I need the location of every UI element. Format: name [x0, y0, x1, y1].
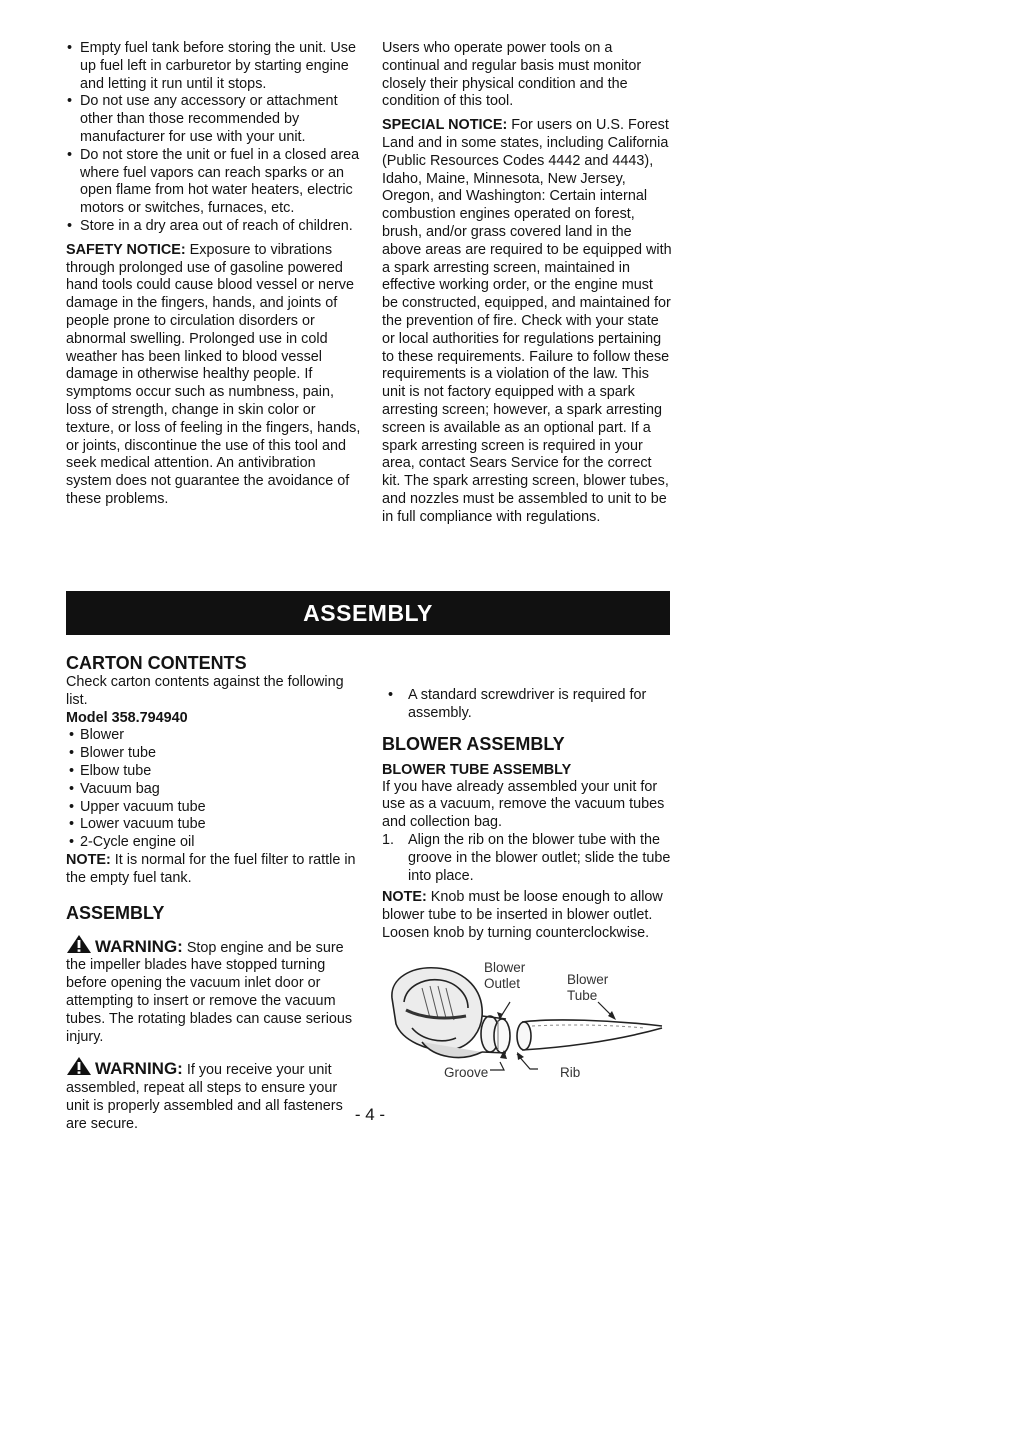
list-item: 1. Align the rib on the blower tube with the groove in the blower outlet; slide the tube into place. — [382, 831, 671, 884]
vacuum-removal-paragraph: If you have already assembled your unit for use as a vacuum, remove the vacuum tubes and collection bag. — [382, 778, 665, 831]
blower-tube-label: Blower Tube — [567, 972, 609, 1003]
list-item: • Store in a dry area out of reach of children. — [67, 217, 353, 234]
list-item: • Lower vacuum tube — [69, 816, 206, 833]
warning-triangle-icon — [66, 934, 92, 954]
list-item: • A standard screwdriver is required for assembly. — [388, 687, 647, 721]
list-item: • Do not use any accessory or attachment other than those recommended by manufacturer for use with your unit. — [67, 93, 338, 145]
warning-triangle-icon — [66, 1056, 92, 1076]
condition-paragraph: Users who operate power tools on a continual and regular basis must monitor closely their physical condition and the condition of this tool. — [382, 40, 642, 110]
assembly-banner: ASSEMBLY — [66, 591, 670, 635]
blower-outlet-label: Blower Outlet — [484, 960, 526, 991]
carton-intro: Check carton contents against the following list. — [66, 674, 344, 708]
blower-assembly-column — [382, 652, 672, 943]
model-number: Model 358.794940 — [66, 709, 188, 726]
carton-item-list — [66, 727, 362, 852]
list-item: • Vacuum bag — [69, 780, 160, 797]
list-item: • Empty fuel tank before storing the unit. Use up fuel left in carburetor by starting engine and letting it run until it stops. — [67, 40, 356, 92]
safety-notice: SAFETY NOTICE: Exposure to vibrations through prolonged use of gasoline powered hand tools could cause blood vessel or nerve damage in the fingers, hands, and joints of people prone to circulation disorders or abnormal swelling. Prolonged use in cold weather has been linked to blood vessel damage in otherwise healthy people. If symptoms occur such as numbness, pain, loss of strength, change in skin color or texture, or loss of feeling in the fingers, hands, or joints, discontinue the use of this tool and seek medical attention. An antivibration system does not guarantee the avoidance of these problems. — [66, 241, 361, 507]
warning-impeller: WARNING: Stop engine and be sure the impeller blades have stopped turning before opening the vacuum inlet door or attempting to insert or remove the vacuum tubes. The rotating blades can cause serious injury. — [66, 934, 362, 1047]
list-item: • Upper vacuum tube — [69, 798, 206, 815]
list-item: • Elbow tube — [69, 762, 152, 779]
list-item: • Blower tube — [69, 745, 156, 762]
safety-column — [66, 40, 362, 509]
fuel-filter-note: NOTE: It is normal for the fuel filter to rattle in the empty fuel tank. — [66, 851, 356, 886]
list-item: • Blower — [69, 727, 124, 744]
list-item: • 2-Cycle engine oil — [69, 834, 195, 851]
knob-note: NOTE: Knob must be loose enough to allow blower tube to be inserted in blower outlet. Loosen knob by turning counterclockwise. — [382, 889, 663, 941]
notice-column — [382, 40, 672, 527]
tool-bullet-list — [382, 687, 672, 723]
blower-tube-assembly-heading: BLOWER TUBE ASSEMBLY — [382, 761, 572, 778]
list-item: • Do not store the unit or fuel in a closed area where fuel vapors can reach sparks or an open flame from hot water heaters, electric motors or switches, furnaces, etc. — [67, 146, 360, 217]
special-notice: SPECIAL NOTICE: For users on U.S. Forest Land and in some states, including California (Public Resources Codes 4442 and 4443), Idaho, Maine, Minnesota, New Jersey, Oregon, and Washington: Certain internal combustion engines operated on forest, brush, and/or grass covered land in the above areas are required to be equipped with a spark arresting screen, maintained in effective working order, or the engine must be constructed, equipped, and maintained for the prevention of fire. Check with your state or local authorities for regulations pertaining to these requirements. Failure to follow these requirements is a violation of the law. This unit is not factory equipped with a spark arresting screen; however, a spark arresting screen is available as an optional part. If a spark arresting screen is required in your area, contact Sears Service for the correct kit. The spark arresting screen, blower tubes, and nozzles must be assembled to unit to be in full compliance with regulations. — [382, 117, 672, 525]
carton-contents-heading: CARTON CONTENTS — [66, 653, 247, 673]
warning-assembled: WARNING: If you receive your unit assembled, repeat all steps to ensure your unit is properly assembled and all fasteners are secure. — [66, 1056, 362, 1133]
groove-label: Groove — [444, 1065, 489, 1080]
blower-assembly-heading: BLOWER ASSEMBLY — [382, 733, 565, 754]
page-number: - 4 - — [354, 1105, 386, 1124]
blower-tube-diagram — [382, 958, 672, 1078]
rib-label: Rib — [560, 1065, 581, 1080]
carton-column — [66, 652, 362, 1134]
assembly-heading: ASSEMBLY — [66, 902, 165, 923]
assembly-steps — [382, 832, 672, 885]
storage-bullet-list — [66, 40, 362, 236]
